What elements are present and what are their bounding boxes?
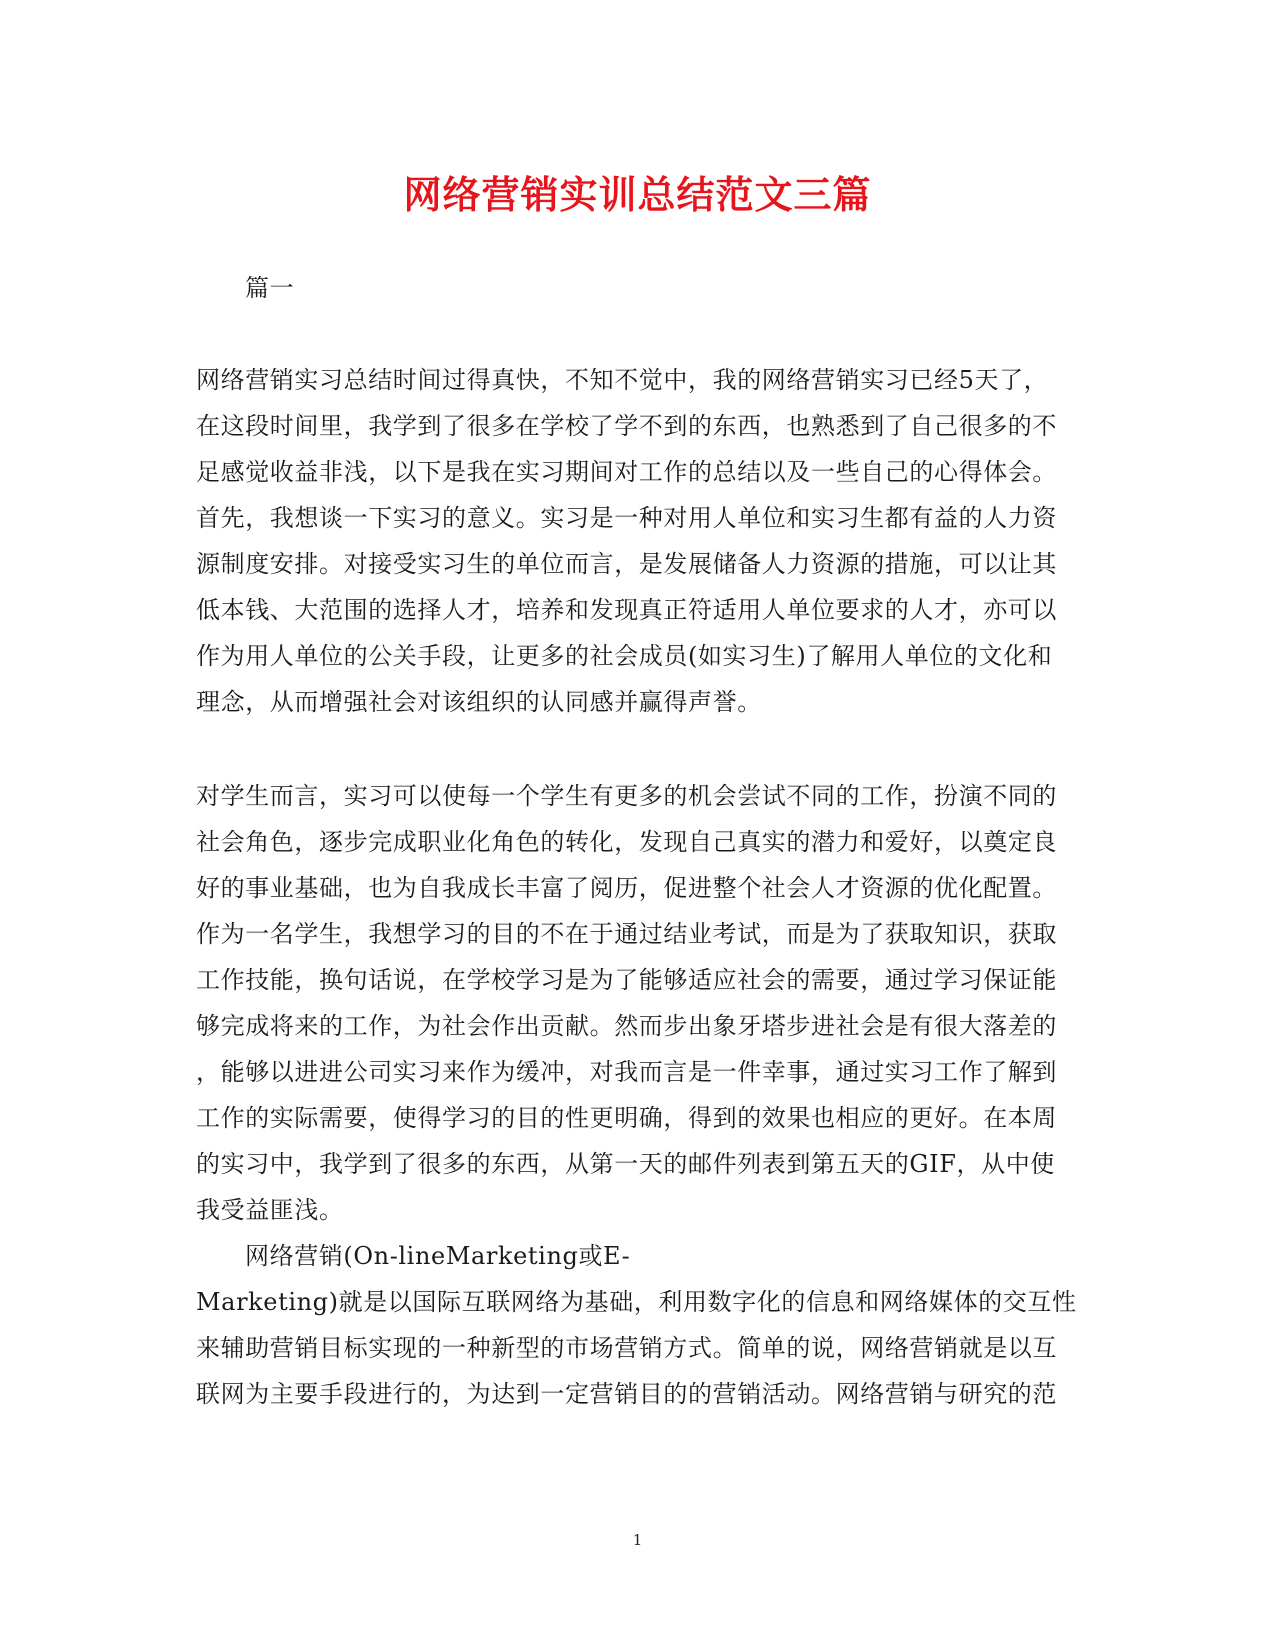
body-line: 足感觉收益非浅，以下是我在实习期间对工作的总结以及一些自己的心得体会。 — [196, 458, 1057, 486]
body-line: 的实习中，我学到了很多的东西，从第一天的邮件列表到第五天的GIF，从中使 — [196, 1150, 1055, 1178]
body-line: 低本钱、大范围的选择人才，培养和发现真正符适用人单位要求的人才，亦可以 — [196, 596, 1057, 624]
body-line: 在这段时间里，我学到了很多在学校了学不到的东西，也熟悉到了自己很多的不 — [196, 412, 1057, 440]
body-line: 作为一名学生，我想学习的目的不在于通过结业考试，而是为了获取知识，获取 — [196, 920, 1057, 948]
page-number: 1 — [632, 1531, 643, 1549]
body-line: 作为用人单位的公关手段，让更多的社会成员(如实习生)了解用人单位的文化和 — [196, 642, 1053, 670]
body-line: 够完成将来的工作，为社会作出贡献。然而步出象牙塔步进社会是有很大落差的 — [196, 1012, 1057, 1040]
body-line: Marketing)就是以国际互联网络为基础，利用数字化的信息和网络媒体的交互性 — [196, 1288, 1077, 1316]
body-line: 联网为主要手段进行的，为达到一定营销目的的营销活动。网络营销与研究的范 — [196, 1380, 1057, 1408]
body-line: 源制度安排。对接受实习生的单位而言，是发展储备人力资源的措施，可以让其 — [196, 550, 1057, 578]
body-line: 网络营销实习总结时间过得真快，不知不觉中，我的网络营销实习已经5天了， — [196, 366, 1049, 394]
body-line: ，能够以进进公司实习来作为缓冲，对我而言是一件幸事，通过实习工作了解到 — [196, 1058, 1057, 1086]
body-line: 社会角色，逐步完成职业化角色的转化，发现自己真实的潜力和爱好，以奠定良 — [196, 828, 1057, 856]
body-line: 网络营销(On-lineMarketing或E- — [245, 1242, 631, 1270]
section-heading: 篇一 — [245, 274, 295, 302]
body-line: 对学生而言，实习可以使每一个学生有更多的机会尝试不同的工作，扮演不同的 — [196, 782, 1057, 810]
body-line: 来辅助营销目标实现的一种新型的市场营销方式。简单的说，网络营销就是以互 — [196, 1334, 1057, 1362]
body-line: 理念，从而增强社会对该组织的认同感并赢得声誉。 — [196, 688, 762, 716]
body-line: 我受益匪浅。 — [196, 1196, 344, 1224]
body-line: 工作技能，换句话说，在学校学习是为了能够适应社会的需要，通过学习保证能 — [196, 966, 1057, 994]
document-title: 网络营销实训总结范文三篇 — [403, 172, 872, 217]
body-line: 首先，我想谈一下实习的意义。实习是一种对用人单位和实习生都有益的人力资 — [196, 504, 1057, 532]
body-line: 工作的实际需要，使得学习的目的性更明确，得到的效果也相应的更好。在本周 — [196, 1104, 1057, 1132]
body-line: 好的事业基础，也为自我成长丰富了阅历，促进整个社会人才资源的优化配置。 — [196, 874, 1057, 902]
